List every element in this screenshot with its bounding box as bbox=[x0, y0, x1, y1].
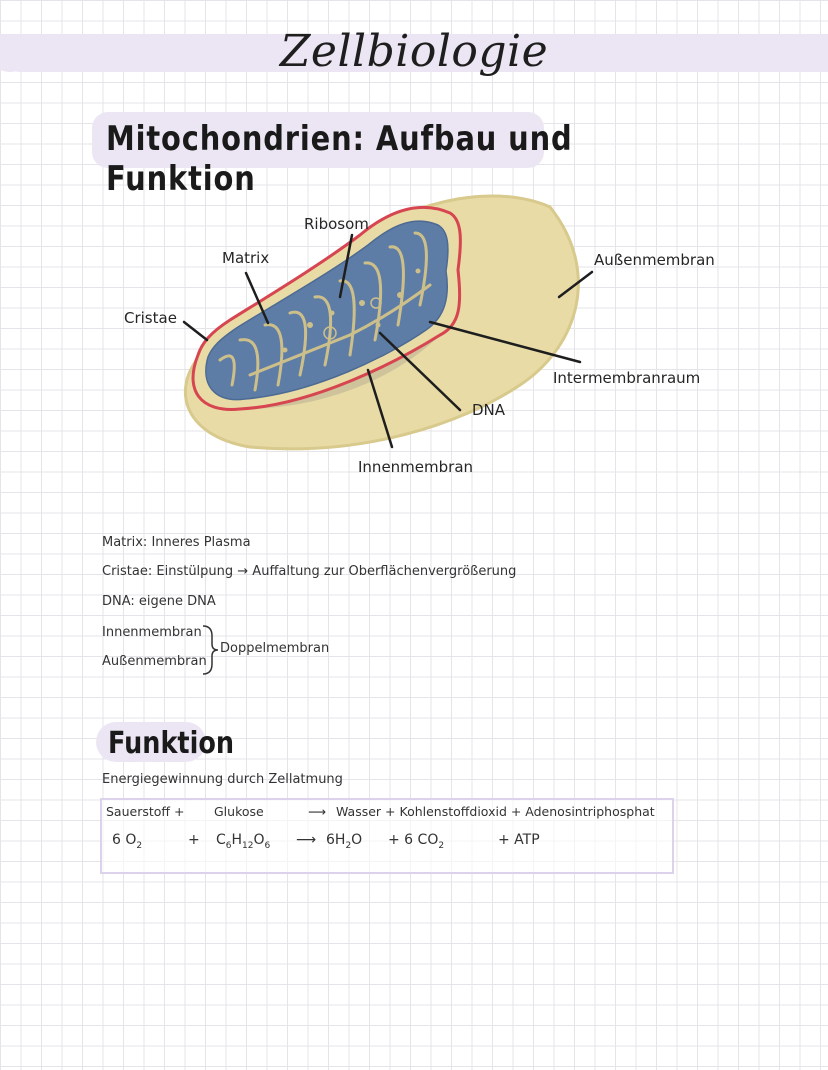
eq-word-sauerstoff: Sauerstoff + bbox=[106, 804, 185, 819]
eq-formula-water: $6H_2O$ bbox=[326, 832, 363, 851]
eq-formula-glucose: $C_6H_{12}O_6$ bbox=[216, 832, 271, 851]
eq-formula-co2: + 6 $CO_2$ bbox=[388, 832, 445, 851]
eq-word-arrow: ⟶ bbox=[308, 804, 326, 819]
note-matrix: Matrix: Inneres Plasma bbox=[102, 535, 251, 550]
eq-formula-o2: 6 $O_2$ bbox=[112, 832, 143, 851]
note-aussenmembran: Außenmembran bbox=[102, 654, 207, 669]
label-matrix: Matrix bbox=[222, 249, 270, 267]
label-ribosom: Ribosom bbox=[304, 215, 369, 233]
eq-word-glukose: Glukose bbox=[214, 804, 264, 819]
page-title: Zellbiologie bbox=[279, 26, 549, 77]
note-dna: DNA: eigene DNA bbox=[102, 594, 216, 609]
label-intermembranraum: Intermembranraum bbox=[553, 369, 701, 387]
section-heading-funktion: Funktion bbox=[108, 726, 235, 761]
section-heading-aufbau: Mitochondrien: Aufbau und Funktion bbox=[106, 119, 573, 199]
note-cristae: Cristae: Einstülpung → Auffaltung zur Oberflächenvergrößerung bbox=[102, 564, 517, 579]
label-cristae: Cristae bbox=[124, 309, 177, 327]
eq-formula-plus: + bbox=[188, 832, 200, 848]
note-innenmembran: Innenmembran bbox=[102, 625, 202, 640]
eq-formula-atp: + ATP bbox=[498, 832, 540, 848]
eq-formula-arrow: ⟶ bbox=[296, 832, 317, 848]
brace-icon bbox=[200, 624, 220, 676]
label-aussenmembran: Außenmembran bbox=[594, 251, 715, 269]
note-doppelmembran: Doppelmembran bbox=[220, 641, 330, 656]
eq-word-products: Wasser + Kohlenstoffdioxid + Adenosintriphosphat bbox=[336, 804, 655, 819]
label-dna: DNA bbox=[472, 401, 506, 419]
mitochondrion-diagram bbox=[100, 185, 760, 495]
label-innenmembran: Innenmembran bbox=[358, 458, 474, 476]
funktion-intro: Energiegewinnung durch Zellatmung bbox=[102, 772, 343, 787]
